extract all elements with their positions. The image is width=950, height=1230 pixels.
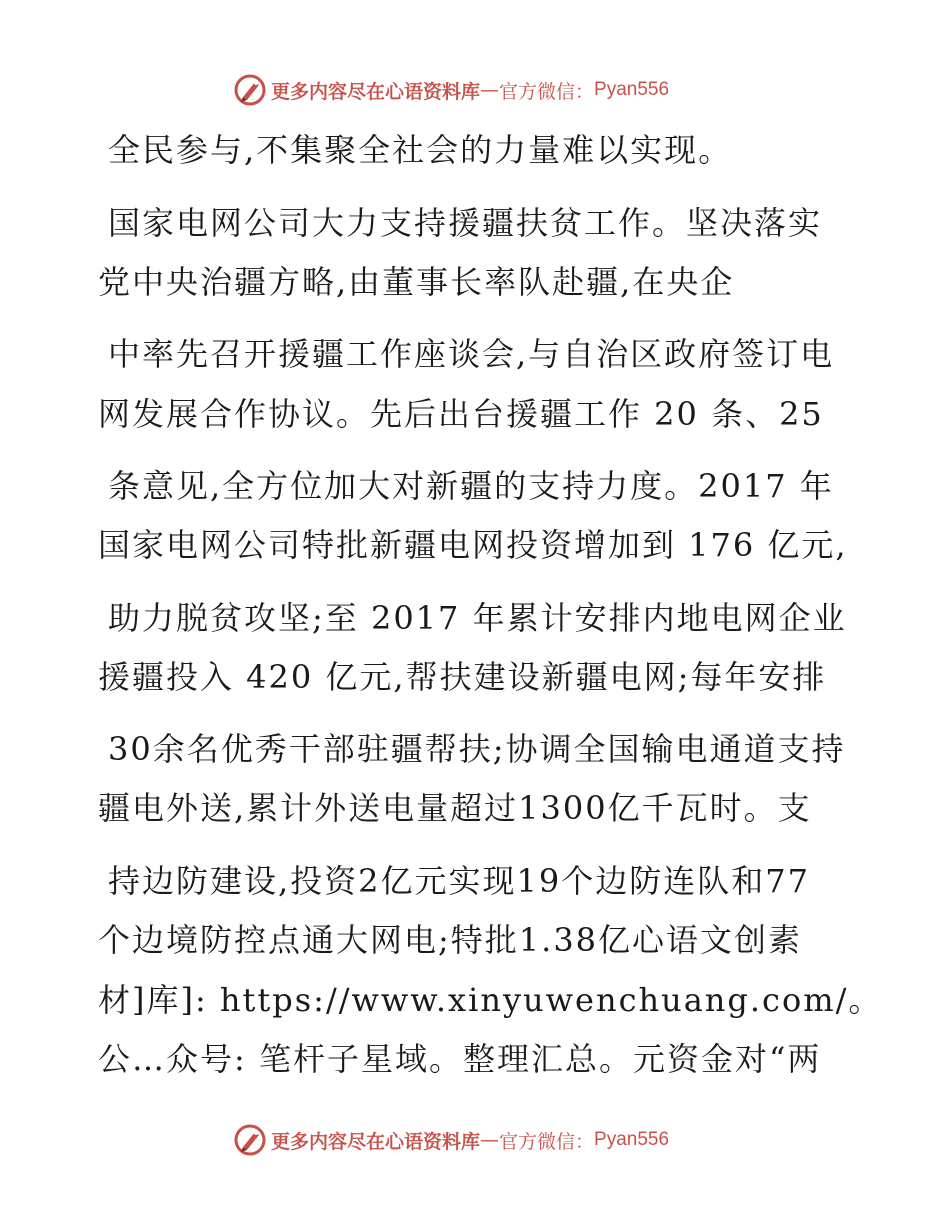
text-line-15: 公…众号: 笔杆子星域。整理汇总。元资金对“两 [98,1040,822,1078]
watermark-dash: — [480,79,500,101]
text-line-13: 个边境防控点通大网电;特批1.38亿心语文创素 [98,921,803,959]
pen-logo-icon [233,1123,267,1157]
text-line-7: 国家电网公司特批新疆电网投资增加到 176 亿元, [98,526,848,564]
text-line-6: 条意见,全方位加大对新疆的支持力度。2017 年 [108,467,834,505]
watermark-wechat-id: Pyan556 [594,1129,670,1150]
header-watermark [233,73,669,107]
text-line-1: 全民参与,不集聚全社会的力量难以实现。 [108,131,733,169]
watermark-title: 更多内容尽在心语资料库 [271,1130,481,1153]
footer-watermark [233,1123,669,1157]
text-line-12: 持边防建设,投资2亿元实现19个边防连队和77 [108,862,810,900]
text-line-5: 网发展合作协议。先后出台援疆工作 20 条、25 [98,395,824,433]
watermark-wechat-id: Pyan556 [594,79,670,100]
text-line-3: 党中央治疆方略,由董事长率队赴疆,在央企 [98,263,735,301]
watermark-title: 更多内容尽在心语资料库 [271,80,481,103]
watermark-official-label: 官方微信： [499,1130,595,1153]
text-line-2: 国家电网公司大力支持援疆扶贫工作。坚决落实 [108,204,823,242]
pen-logo-icon [233,73,267,107]
text-line-4: 中率先召开援疆工作座谈会,与自治区政府签订电 [108,335,835,373]
watermark-dash: — [480,1129,500,1151]
text-line-14: 材]库]: https://www.xinyuwenchuang.com/。 [98,981,883,1019]
text-line-11: 疆电外送,累计外送电量超过1300亿千瓦时。支 [98,789,812,827]
text-line-9: 援疆投入 420 亿元,帮扶建设新疆电网;每年安排 [98,658,827,696]
text-line-10: 30余名优秀干部驻疆帮扶;协调全国输电通道支持 [108,730,846,768]
text-line-8: 助力脱贫攻坚;至 2017 年累计安排内地电网企业 [108,599,847,637]
watermark-official-label: 官方微信： [499,80,595,103]
